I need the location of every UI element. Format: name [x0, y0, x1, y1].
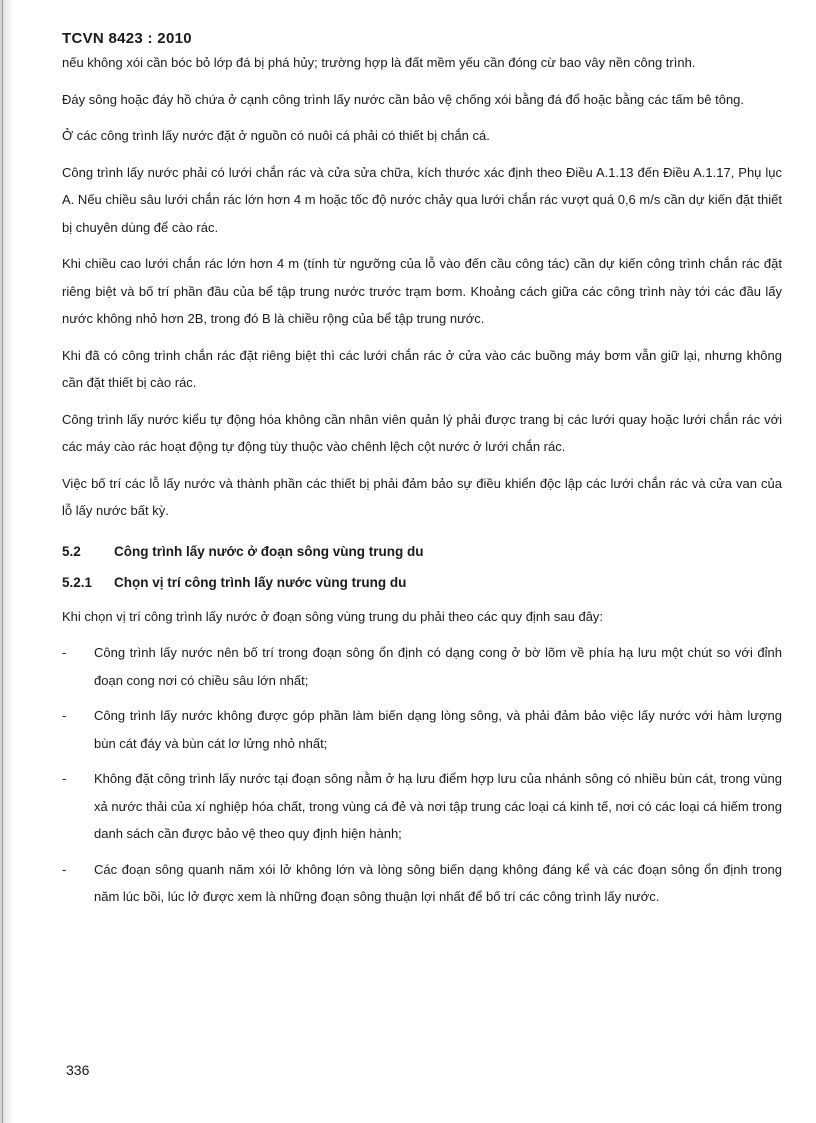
- paragraph: Ở các công trình lấy nước đặt ở nguồn có nuôi cá phải có thiết bị chắn cá.: [62, 128, 490, 143]
- paragraph: Công trình lấy nước phải có lưới chắn rác và cửa sửa chữa, kích thước xác định theo Điều A.1.13 đến Điều A.1.17, Phụ lục A. Nếu chiều sâu lưới chắn rác lớn hơn 4 m hoặc tốc độ nước chảy qua lưới chắn rác vượt quá 0,6 m/s cần dự kiến đặt thiết bị chuyên dùng để cào rác.: [62, 164, 782, 235]
- scan-binding-line: [2, 0, 3, 1123]
- paragraph: Khi đã có công trình chắn rác đặt riêng biệt thì các lưới chắn rác ở cửa vào các buồng máy bơm vẫn giữ lại, nhưng không cần đặt thiết bị cào rác.: [62, 347, 782, 390]
- paragraph: nếu không xói cần bóc bỏ lớp đá bị phá hủy; trường hợp là đất mềm yếu cần đóng cừ bao vây nền công trình.: [62, 55, 696, 70]
- list-item-text: Các đoạn sông quanh năm xói lở không lớn và lòng sông biến dạng không đáng kể và các đoạn sông ổn định trong năm lúc bồi, lúc lở được xem là những đoạn sông thuận lợi nhất để bố trí các công trình lấy nước.: [94, 861, 782, 904]
- section-title: Công trình lấy nước ở đoạn sông vùng trung du: [114, 543, 424, 559]
- subsection-heading: [62, 569, 782, 597]
- list-item: [62, 639, 782, 694]
- list-item: [62, 702, 782, 757]
- list-marker: -: [62, 861, 67, 877]
- section-heading: [62, 538, 782, 566]
- list-marker: -: [62, 771, 67, 786]
- subsection-number: 5.2.1: [62, 575, 93, 590]
- document-body: [62, 49, 782, 919]
- list-item: [62, 856, 782, 911]
- page-number: 336: [66, 1062, 90, 1078]
- paragraph: Đáy sông hoặc đáy hồ chứa ở cạnh công trình lấy nước cần bảo vệ chống xói bằng đá đổ hoặc bằng các tấm bê tông.: [62, 91, 745, 107]
- document-header: TCVN 8423 : 2010: [62, 30, 192, 47]
- list-item: [62, 765, 782, 848]
- paragraph: Việc bố trí các lỗ lấy nước và thành phần các thiết bị phải đảm bảo sự điều khiển độc lập các lưới chắn rác và cửa van của lỗ lấy nước bất kỳ.: [62, 475, 782, 518]
- paragraph: Khi chiều cao lưới chắn rác lớn hơn 4 m (tính từ ngưỡng của lỗ vào đến cầu công tác) cần dự kiến công trình chắn rác đặt riêng biệt và bố trí phần đầu của bể tập trung nước trước trạm bơm. Khoảng cách giữa các công trình này tới các đầu lấy nước không nhỏ hơn 2B, trong đó B là chiều rộng của bể tập trung nước.: [62, 256, 782, 326]
- list-marker: -: [62, 708, 67, 723]
- list-item-text: Không đặt công trình lấy nước tại đoạn sông nằm ở hạ lưu điểm hợp lưu của nhánh sông có nhiều bùn cát, trong vùng xả nước thải của xí nghiệp hóa chất, trong vùng cá đẻ và nơi tập trung các loại cá kinh tế, nơi có các loại cá hiếm trong danh sách cần được bảo vệ theo quy định hiện hành;: [94, 771, 782, 841]
- requirement-list: [62, 639, 782, 911]
- paragraph: Công trình lấy nước kiểu tự động hóa không cần nhân viên quản lý phải được trang bị các lưới quay hoặc lưới chắn rác với các máy cào rác hoạt động tự động tùy thuộc vào chênh lệch cột nước ở lưới chắn rác.: [62, 411, 782, 454]
- list-item-text: Công trình lấy nước nên bố trí trong đoạn sông ổn định có dạng cong ở bờ lõm về phía hạ lưu một chút so với đỉnh đoạn cong nơi có chiều sâu lớn nhất;: [94, 645, 782, 688]
- list-marker: -: [62, 645, 67, 660]
- subsection-title: Chọn vị trí công trình lấy nước vùng trung du: [114, 575, 407, 590]
- intro-paragraph: Khi chọn vị trí công trình lấy nước ở đoạn sông vùng trung du phải theo các quy định sau đây:: [62, 608, 604, 624]
- section-number: 5.2: [62, 543, 81, 559]
- list-item-text: Công trình lấy nước không được góp phần làm biến dạng lòng sông, và phải đảm bảo việc lấy nước với hàm lượng bùn cát đáy và bùn cát lơ lửng nhỏ nhất;: [94, 708, 782, 751]
